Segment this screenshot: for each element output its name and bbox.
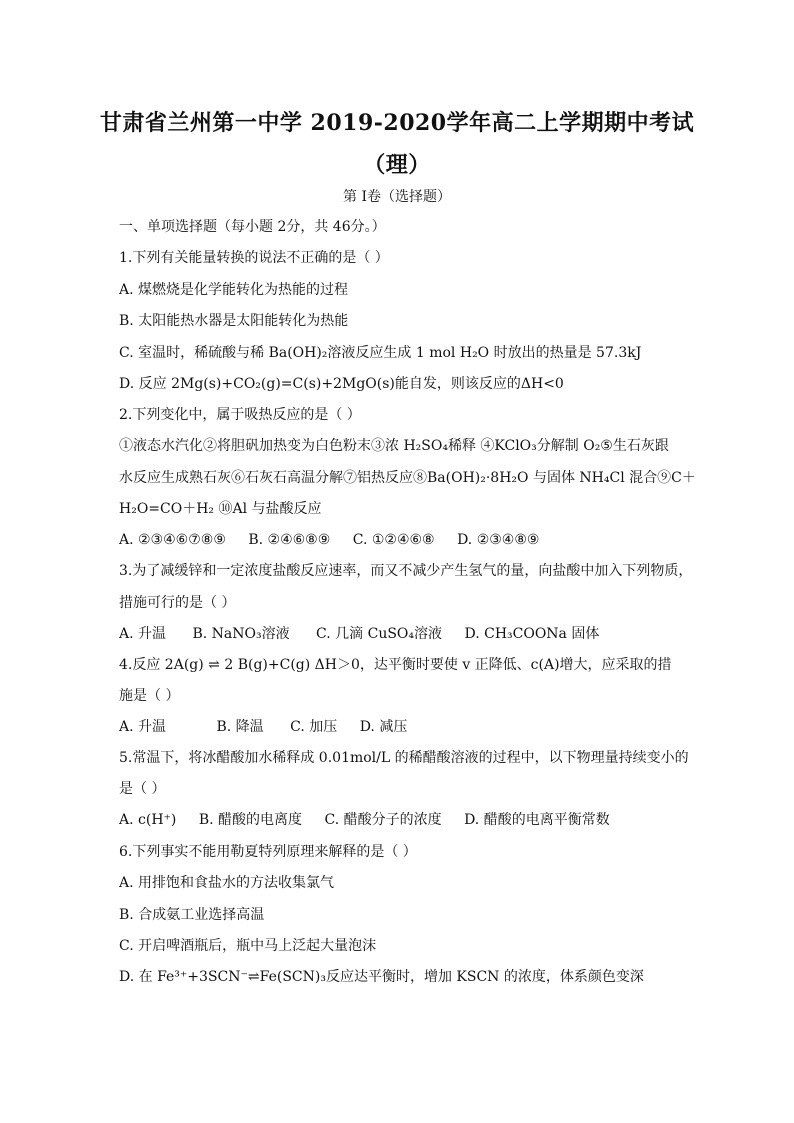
- option-a: A. c(H⁺): [119, 812, 177, 828]
- question-6-stem: 6.下列事实不能用勒夏特列原理来解释的是（ ）: [119, 844, 417, 860]
- question-1-option-c: C. 室温时，稀硫酸与稀 Ba(OH)₂溶液反应生成 1 mol H₂O 时放出的热量是 57.3kJ: [119, 345, 642, 361]
- question-1-option-a: A. 煤燃烧是化学能转化为热能的过程: [119, 282, 349, 298]
- question-4-options: [119, 718, 407, 736]
- question-1-stem: 1.下列有关能量转换的说法不正确的是（ ）: [119, 250, 389, 266]
- exam-subtitle: （理）: [363, 152, 431, 178]
- option-b: B. NaNO₃溶液: [192, 626, 290, 642]
- question-3-stem-line: 措施可行的是（ ）: [119, 595, 236, 611]
- question-1-option-b: B. 太阳能热水器是太阳能转化为热能: [119, 313, 349, 329]
- option-b: B. 醋酸的电离度: [198, 812, 303, 828]
- exam-title: 甘肃省兰州第一中学 2019-2020学年高二上学期期中考试: [99, 110, 695, 136]
- option-c: C. 加压: [290, 719, 338, 735]
- question-1-option-d: D. 反应 2Mg(s)+CO₂(g)=C(s)+2MgO(s)能自发，则该反应的ΔH<0: [119, 376, 564, 392]
- option-b: B. ②④⑥⑧⑨: [248, 532, 331, 548]
- option-d: D. 醋酸的电离平衡常数: [464, 812, 610, 828]
- question-6-option-d: D. 在 Fe³⁺+3SCN⁻⇌Fe(SCN)₃反应达平衡时，增加 KSCN 的浓度，体系颜色变深: [119, 969, 644, 985]
- option-a: A. 升温: [119, 719, 167, 735]
- part-title: 一、单项选择题（每小题 2分，共 46分。）: [119, 219, 386, 235]
- question-5-stem-line: 是（ ）: [119, 781, 166, 797]
- question-6-option-a: A. 用排饱和食盐水的方法收集氯气: [119, 875, 335, 891]
- question-5-stem-line: 5.常温下，将冰醋酸加水稀释成 0.01mol/L 的稀醋酸溶液的过程中，以下物理量持续变小的: [119, 750, 689, 766]
- question-3-options: [119, 625, 599, 643]
- question-2-stem: 2.下列变化中，属于吸热反应的是（ ）: [119, 407, 361, 423]
- question-3-stem-line: 3.为了减缓锌和一定浓度盐酸反应速率，而又不减少产生氢气的量，向盐酸中加入下列物质，: [119, 563, 693, 579]
- question-4-stem-line: 施是（ ）: [119, 688, 180, 704]
- option-c: C. 几滴 CuSO₄溶液: [316, 626, 443, 642]
- option-a: A. 升温: [119, 626, 167, 642]
- question-6-option-c: C. 开启啤酒瓶后，瓶中马上泛起大量泡沫: [119, 938, 377, 954]
- option-c: C. ①②④⑥⑧: [352, 532, 435, 548]
- question-5-options: [119, 811, 610, 829]
- option-d: D. CH₃COONa 固体: [464, 626, 600, 642]
- question-2-stem-line: 水反应生成熟石灰⑥石灰石高温分解⑦铝热反应⑧Ba(OH)₂·8H₂O 与固体 NH₄Cl 混合⑨C＋: [119, 470, 696, 486]
- section-heading: 第 Ⅰ卷（选择题）: [343, 189, 451, 205]
- question-4-stem-line: 4.反应 2A(g) ⇌ 2 B(g)+C(g) ΔH＞0，达平衡时要使 v 正降低、c(A)增大，应采取的措: [119, 657, 672, 673]
- question-2-stem-line: ①液态水汽化②将胆矾加热变为白色粉末③浓 H₂SO₄稀释 ④KClO₃分解制 O₂⑤生石灰跟: [119, 438, 669, 454]
- option-d: D. ②③④⑧⑨: [457, 532, 540, 548]
- option-c: C. 醋酸分子的浓度: [324, 812, 442, 828]
- question-2-options: [119, 531, 539, 549]
- question-6-option-b: B. 合成氨工业选择高温: [119, 907, 265, 923]
- question-2-stem-line: H₂O=CO＋H₂ ⑩Al 与盐酸反应: [119, 501, 322, 517]
- option-a: A. ②③④⑥⑦⑧⑨: [119, 532, 226, 548]
- option-b: B. 降温: [216, 719, 264, 735]
- option-d: D. 减压: [359, 719, 408, 735]
